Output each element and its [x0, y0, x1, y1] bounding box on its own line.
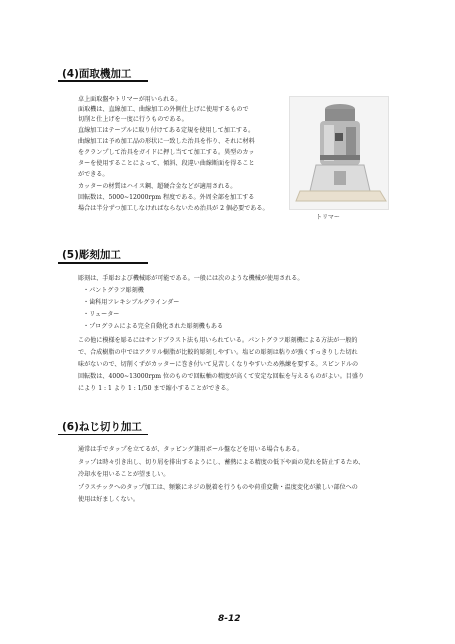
section-6-line: 通常は手でタップを立てるが、タッピング兼用ボール盤などを用いる場合もある。	[78, 446, 304, 453]
section-4-line: 面取機は、直線加工、曲線加工の外側仕上げに使用するもので	[78, 106, 249, 113]
section-4-line: 場合は半分ずつ加工しなければならないため治具が 2 個必要である。	[78, 205, 269, 212]
page-number: 8-12	[218, 614, 241, 624]
section-5-heading: (5)彫刻加工	[62, 249, 121, 261]
section-5-line: により 1 : 1 より 1 : 1/50 まで縮小することができる。	[78, 385, 233, 392]
trimmer-photo	[289, 96, 389, 210]
section-4-line: 切削と仕上げを一度に行うものである。	[78, 116, 188, 123]
section-5-bullet: ・プログラムによる完全自動化された彫刻機もある	[83, 323, 224, 330]
section-4-line: カッターの材質はハイス鋼、超硬合金などが適用される。	[78, 183, 237, 190]
section-6-line: 冷却水を用いることが望ましい。	[78, 471, 170, 478]
section-4-line: 卓上面取盤やトリマーが用いられる。	[78, 96, 182, 103]
section-4-heading: (4)面取機加工	[62, 68, 132, 80]
section-5-line: 味がないので、切削くずがカッターに巻き付いて見苦しくなりやすいため熟練を要する。スピンドルの	[78, 361, 359, 368]
section-5-bullet: ・リューター	[83, 311, 120, 318]
trimmer-image	[290, 97, 388, 209]
section-5-line: で、合成樹脂の中ではアクリル樹脂が比較的彫刻しやすい。塩ビの彫刻は粘りが強くすっきりした切れ	[78, 349, 358, 356]
section-4-line: ができる。	[78, 171, 109, 178]
section-4-line: をクランプして治具をガイドに押し当てて加工する。異型のカッ	[78, 149, 255, 156]
section-4-line: 曲線加工は予め加工品の形状に一致した治具を作り、それに材料	[78, 138, 255, 145]
section-5-heading-rule	[58, 262, 148, 264]
section-6-line: プラスチックへのタップ加工は、頻繁にネジの脱着を行うものや荷重変動・温度変化が激しい部位への	[78, 484, 358, 491]
section-4-line: 直線加工はテーブルに取り付けてある定規を使用して加工する。	[78, 127, 255, 134]
section-4-heading-rule	[58, 80, 148, 82]
section-5-line: 回転数は、4000~13000rpm 位のもので回転軸の精度が高くて安定な回転を与えるものがよい。目盛り	[78, 373, 365, 380]
section-5-line: 彫刻は、手彫および機械彫が可能である。一般には次のような機械が使用される。	[78, 275, 304, 282]
section-4-line: ターを使用することによって、傾斜、段違い曲線断面を得ること	[78, 160, 255, 167]
section-6-heading: (6)ねじ切り加工	[62, 421, 142, 433]
section-4-line: 回転数は、5000~12000rpm 程度である。外周全部を加工する	[78, 194, 255, 201]
section-6-line: 使用は好ましくない。	[78, 496, 139, 503]
section-5-line: この他に模様を彫るにはサンドブラスト法も用いられている。パントグラフ彫刻機による方法が一般的	[78, 337, 358, 344]
section-5-bullet: ・パントグラフ彫刻機	[83, 287, 144, 294]
section-5-bullet: ・歯科用フレキシブルグラインダー	[83, 299, 180, 306]
section-6-heading-rule	[58, 434, 148, 435]
section-6-line: タップは時々引き出し、切り屑を排出するようにし、蓄熱による精度の低下や面の荒れを防止するため、	[78, 459, 365, 466]
trimmer-caption: トリマー	[316, 214, 340, 221]
